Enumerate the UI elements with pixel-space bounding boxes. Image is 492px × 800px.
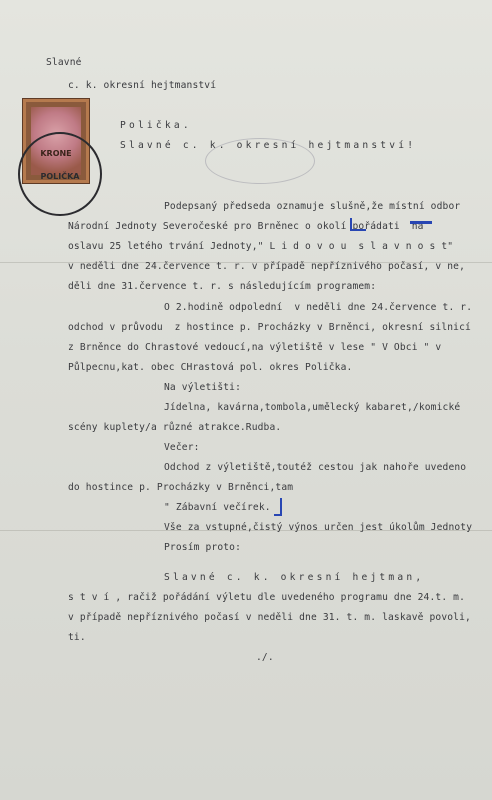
blue-pencil-mark: [350, 218, 366, 231]
addressee-line-2: c. k. okresní hejtmanství: [68, 80, 217, 91]
program-line: Odchod z výletiště,toutéž cestou jak nahoře uvedeno: [164, 462, 467, 473]
program-line: z Brněnce do Chrastové vedoucí,na výletiště v lese " V Obci " v: [68, 342, 442, 353]
addressee-line-1: Slavné: [46, 57, 82, 68]
closing-mark: ./.: [256, 652, 274, 663]
request-line: s t v í , račiž pořádání výletu dle uvedeného programu dne 24.t. m.: [68, 592, 466, 603]
program-line: do hostince p. Procházky v Brněnci,tam: [68, 482, 294, 493]
request-line: Prosím proto:: [164, 542, 242, 553]
addressee-town: Polička.: [120, 120, 192, 131]
blue-pencil-strike: [410, 221, 432, 224]
program-line: Vše za vstupné,čistý výnos určen jest úkolům Jednoty: [164, 522, 473, 533]
program-line: Jídelna, kavárna,tombola,umělecký kabaret,/komické: [164, 402, 461, 413]
program-line: odchod v průvodu z hostince p. Procházky v Brněnci, okresní silnicí: [68, 322, 471, 333]
program-line: Půlpecnu,kat. obec CHrastová pol. okres Polička.: [68, 362, 353, 373]
body-line: Podepsaný předseda oznamuje slušně,že místní odbor: [164, 201, 461, 212]
body-line: Národní Jednoty Severočeské pro Brněnec o okolí pořádati na: [68, 221, 424, 232]
salutation: Slavné c. k. okresní hejtmanství!: [120, 140, 417, 151]
postmark-text: POLIČKA: [40, 172, 80, 181]
request-line: v případě nepříznivého počasí v neděli dne 31. t. m. laskavě povoli,: [68, 612, 471, 623]
program-line: " Zábavní večírek.: [164, 502, 271, 513]
stamp-value: KRONE: [40, 149, 72, 158]
section-heading: Večer:: [164, 442, 200, 453]
program-line: O 2.hodině odpolední v neděli dne 24.července t. r.: [164, 302, 473, 313]
request-line: ti.: [68, 632, 86, 643]
blue-pencil-mark: [274, 498, 282, 516]
program-line: scény kuplety/a různé atrakce.Rudba.: [68, 422, 282, 433]
body-line: v neděli dne 24.července t. r. v případě nepříznivého počasí, v ne,: [68, 261, 466, 272]
section-heading: Na výletišti:: [164, 382, 242, 393]
postmark-cancellation: [18, 132, 102, 216]
body-line: děli dne 31.července t. r. s následujícím programem:: [68, 281, 377, 292]
request-line: Slavné c. k. okresní hejtman,: [164, 572, 425, 583]
body-line: oslavu 25 letého trvání Jednoty," L i d o v o u s l a v n o s t": [68, 241, 454, 252]
